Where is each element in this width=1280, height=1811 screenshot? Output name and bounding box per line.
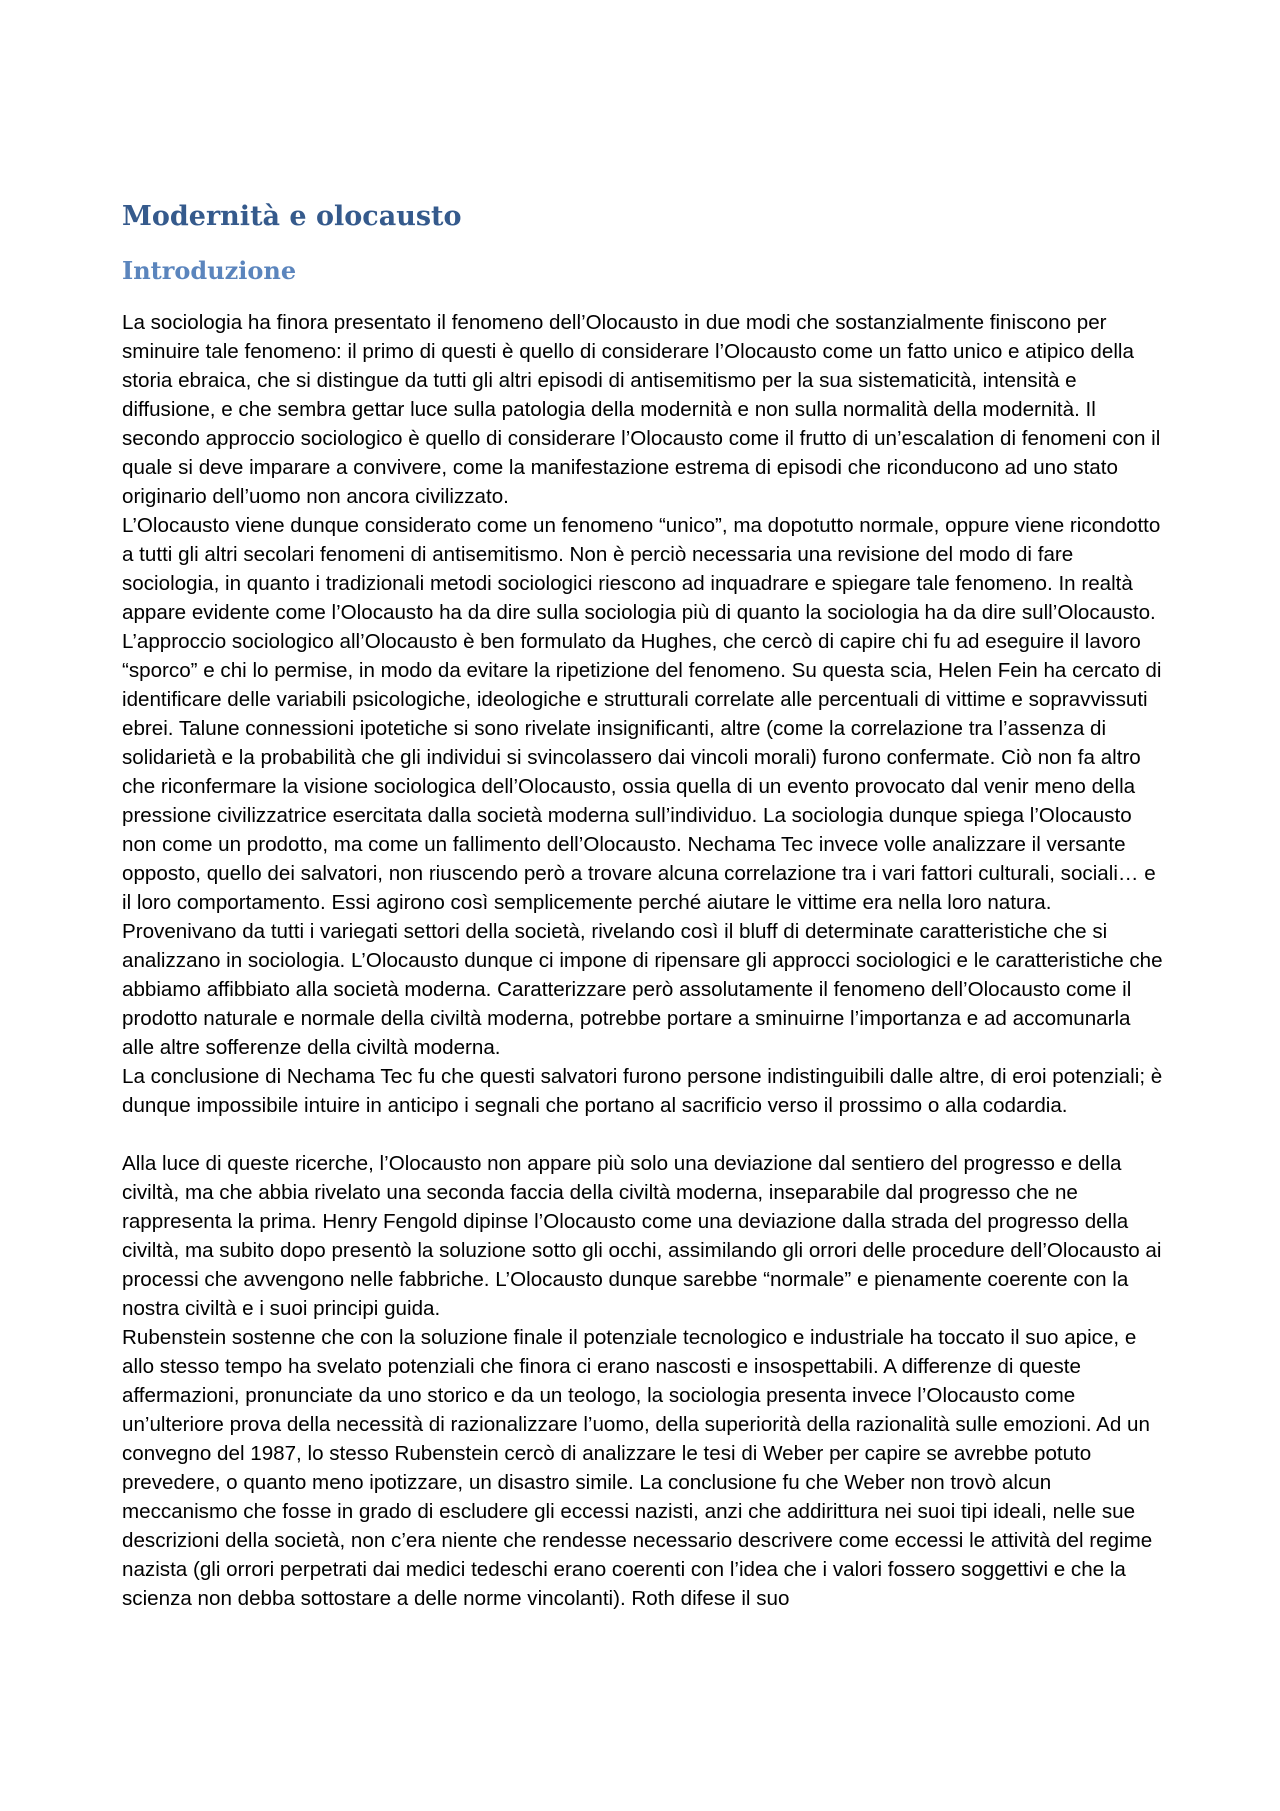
- paragraph-2: L’Olocausto viene dunque considerato come un fenomeno “unico”, ma dopotutto normale, oppure viene ricondotto a tutti gli altri secolari fenomeni di antisemitismo. Non è perciò necessaria una revisione del modo di fare sociologia, in quanto i tradizionali metodi sociologici riescono ad inquadrare e spiegare tale fenomeno. In realtà appare evidente come l’Olocausto ha da dire sulla sociologia più di quanto la sociologia ha da dire sull’Olocausto. L’approccio sociologico all’Olocausto è ben formulato da Hughes, che cercò di capire chi fu ad eseguire il lavoro “sporco” e chi lo permise, in modo da evitare la ripetizione del fenomeno. Su questa scia, Helen Fein ha cercato di identificare delle variabili psicologiche, ideologiche e strutturali correlate alle percentuali di vittime e sopravvissuti ebrei. Talune connessioni ipotetiche si sono rivelate insignificanti, altre (come la correlazione tra l’assenza di solidarietà e la probabilità che gli individui si svincolassero dai vincoli morali) furono confermate. Ciò non fa altro che riconfermare la visione sociologica dell’Olocausto, ossia quella di un evento provocato dal venir meno della pressione civilizzatrice esercitata dalla società moderna sull’individuo. La sociologia dunque spiega l’Olocausto non come un prodotto, ma come un fallimento dell’Olocausto. Nechama Tec invece volle analizzare il versante opposto, quello dei salvatori, non riuscendo però a trovare alcuna correlazione tra i vari fattori culturali, sociali… e il loro comportamento. Essi agirono così semplicemente perché aiutare le vittime era nella loro natura. Provenivano da tutti i variegati settori della società, rivelando così il bluff di determinate caratteristiche che si analizzano in sociologia. L’Olocausto dunque ci impone di ripensare gli approcci sociologici e le caratteristiche che abbiamo affibbiato alla società moderna. Caratterizzare però assolutamente il fenomeno dell’Olocausto come il prodotto naturale e normale della civiltà moderna, potrebbe portare a sminuirne l’importanza e ad accomunarla alle altre sofferenze della civiltà moderna.: [122, 513, 1163, 1059]
- document-title: Modernità e olocausto: [122, 201, 462, 232]
- paragraph-spacer: [122, 1120, 1167, 1149]
- paragraph-1: La sociologia ha finora presentato il fenomeno dell’Olocausto in due modi che sostanzialmente finiscono per sminuire tale fenomeno: il primo di questi è quello di considerare l’Olocausto come un fatto unico e atipico della storia ebraica, che si distingue da tutti gli altri episodi di antisemitismo per la sua sistematicità, intensità e diffusione, e che sembra gettar luce sulla patologia della modernità e non sulla normalità della modernità. Il secondo approccio sociologico è quello di considerare l’Olocausto come il frutto di un’escalation di fenomeni con il quale si deve imparare a convivere, come la manifestazione estrema di episodi che riconducono ad uno stato originario dell’uomo non ancora civilizzato.: [122, 310, 1161, 508]
- paragraph-5: Rubenstein sostenne che con la soluzione finale il potenziale tecnologico e industriale ha toccato il suo apice, e allo stesso tempo ha svelato potenziali che finora ci erano nascosti e insospettabili. A differenze di queste affermazioni, pronunciate da uno storico e da un teologo, la sociologia presenta invece l’Olocausto come un’ulteriore prova della necessità di razionalizzare l’uomo, della superiorità della razionalità sulle emozioni. Ad un convegno del 1987, lo stesso Rubenstein cercò di analizzare le tesi di Weber per capire se avrebbe potuto prevedere, o quanto meno ipotizzare, un disastro simile. La conclusione fu che Weber non trovò alcun meccanismo che fosse in grado di escludere gli eccessi nazisti, anzi che addirittura nei suoi tipi ideali, nelle sue descrizioni della società, non c’era niente che rendesse necessario descrivere come eccessi le attività del regime nazista (gli orrori perpetrati dai medici tedeschi erano coerenti con l’idea che i valori fossero soggettivi e che la scienza non debba sottostare a delle norme vincolanti). Roth difese il suo: [122, 1325, 1153, 1610]
- paragraph-3: La conclusione di Nechama Tec fu che questi salvatori furono persone indistinguibili dalle altre, di eroi potenziali; è dunque impossibile intuire in anticipo i segnali che portano al sacrificio verso il prossimo o alla codardia.: [122, 1064, 1163, 1117]
- document-body: [122, 200, 1167, 1613]
- paragraph-4: Alla luce di queste ricerche, l’Olocausto non appare più solo una deviazione dal sentiero del progresso e della civiltà, ma che abbia rivelato una seconda faccia della civiltà moderna, inseparabile dal progresso che ne rappresenta la prima. Henry Fengold dipinse l’Olocausto come una deviazione dalla strada del progresso della civiltà, ma subito dopo presentò la soluzione sotto gli occhi, assimilando gli orrori delle procedure dell’Olocausto ai processi che avvengono nelle fabbriche. L’Olocausto dunque sarebbe “normale” e pienamente coerente con la nostra civiltà e i suoi principi guida.: [122, 1151, 1162, 1320]
- section-title-introduzione: Introduzione: [122, 255, 297, 285]
